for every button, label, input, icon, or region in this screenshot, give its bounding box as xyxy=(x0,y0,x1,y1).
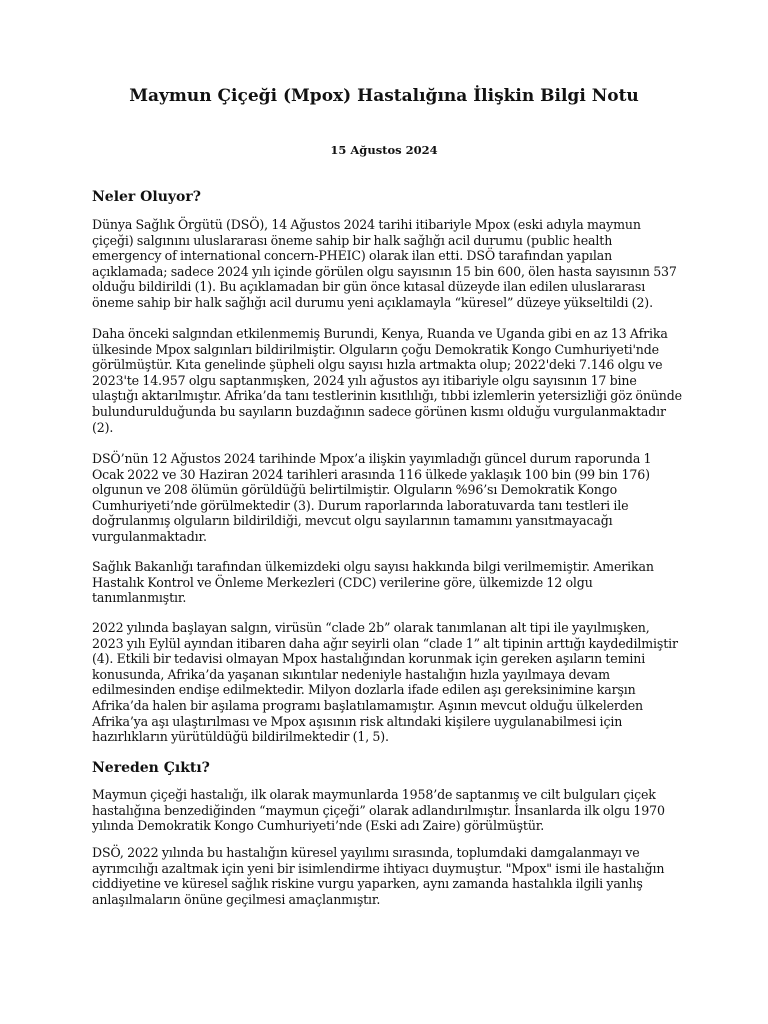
paragraph: Dünya Sağlık Örgütü (DSÖ), 14 Ağustos 2024 tarihi itibariyle Mpox (eski adıyla maymun çiçeği) salgınını uluslararası öneme sahip bir halk sağlığı acil durumu (public health emergency of international concern-PHEIC) olarak ilan etti. DSÖ tarafından yapılan açıklamada; sadece 2024 yılı içinde görülen olgu sayısının 15 bin 600, ölen hasta sayısının 537 olduğu bildirildi (1). Bu açıklamadan bir gün önce kıtasal düzeyde ilan edilen uluslararası öneme sahip bir halk sağlığı acil durumu yeni açıklamayla “küresel” düzeye yükseltildi (2). xyxy=(92,217,677,310)
paragraph: DSÖ, 2022 yılında bu hastalığın küresel yayılımı sırasında, toplumdaki damgalanmayı ve ayrımcılığı azaltmak için yeni bir isimlendirme ihtiyacı duymuştur. "Mpox" ismi ile hastalığın ciddiyetine ve küresel sağlık riskine vurgu yaparken, aynı zamanda hastalıkla ilgili yanlış anlaşılmaların önüne geçilmesi amaçlanmıştır. xyxy=(92,845,665,907)
paragraph: Daha önceki salgından etkilenmemiş Burundi, Kenya, Ruanda ve Uganda gibi en az 13 Afrika ülkesinde Mpox salgınları bildirilmiştir. Olguların çoğu Demokratik Kongo Cumhuriyeti'nde görülmüştür. Kıta genelinde şüpheli olgu sayısı hızla artmakta olup; 2022'deki 7.146 olgu ve 2023'te 14.957 olgu saptanmışken, 2024 yılı ağustos ayı itibariyle olgu sayısının 17 bine ulaştığı aktarılmıştır. Afrika’da tanı testlerinin kısıtlılığı, tıbbi izlemlerin yetersizliği göz önünde bulundurulduğunda bu sayıların buzdağının sadece görünen kısmı olduğu vurgulanmaktadır (2). xyxy=(92,326,682,435)
document-title: Maymun Çiçeği (Mpox) Hastalığına İlişkin Bilgi Notu xyxy=(129,86,639,106)
paragraph: Sağlık Bakanlığı tarafından ülkemizdeki olgu sayısı hakkında bilgi verilmemiştir. Amerikan Hastalık Kontrol ve Önleme Merkezleri (CDC) verilerine göre, ülkemizde 12 olgu tanımlanmıştır. xyxy=(92,559,654,606)
paragraph: Maymun çiçeği hastalığı, ilk olarak maymunlarda 1958’de saptanmış ve cilt bulguları çiçek hastalığına benzediğinden “maymun çiçeği” olarak adlandırılmıştır. İnsanlarda ilk olgu 1970 yılında Demokratik Kongo Cumhuriyeti’nde (Eski adı Zaire) görülmüştür. xyxy=(92,787,665,834)
paragraph: DSÖ’nün 12 Ağustos 2024 tarihinde Mpox’a ilişkin yayımladığı güncel durum raporunda 1 Ocak 2022 ve 30 Haziran 2024 tarihleri arasında 116 ülkede yaklaşık 100 bin (99 bin 176) olgunun ve 208 ölümün görüldüğü belirtilmiştir. Olguların %96’sı Demokratik Kongo Cumhuriyeti’nde görülmektedir (3). Durum raporlarında laboratuvarda tanı testleri ile doğrulanmış olguların bildirildiği, mevcut olgu sayılarının tamamını yansıtmayacağı vurgulanmaktadır. xyxy=(92,451,652,544)
section-heading-nereden-cikti: Nereden Çıktı? xyxy=(92,760,210,776)
document-date: 15 Ağustos 2024 xyxy=(330,143,438,157)
section-heading-neler-oluyor: Neler Oluyor? xyxy=(92,189,201,205)
paragraph: 2022 yılında başlayan salgın, virüsün “clade 2b” olarak tanımlanan alt tipi ile yayılmışken, 2023 yılı Eylül ayından itibaren daha ağır seyirli olan “clade 1” alt tipinin arttığı kaydedilmiştir (4). Etkili bir tedavisi olmayan Mpox hastalığından korunmak için gereken aşıların temini konusunda, Afrika’da yaşanan sıkıntılar nedeniyle hastalığın hızla yayılmaya devam edilmesinden endişe edilmektedir. Milyon dozlarla ifade edilen aşı gereksinimine karşın Afrika’da halen bir aşılama programı başlatılamamıştır. Aşının mevcut olduğu ülkelerden Afrika’ya aşı ulaştırılması ve Mpox aşısının risk altındaki kişilere uygulanabilmesi için hazırlıkların yürütüldüğü bildirilmektedir (1, 5). xyxy=(92,620,678,745)
